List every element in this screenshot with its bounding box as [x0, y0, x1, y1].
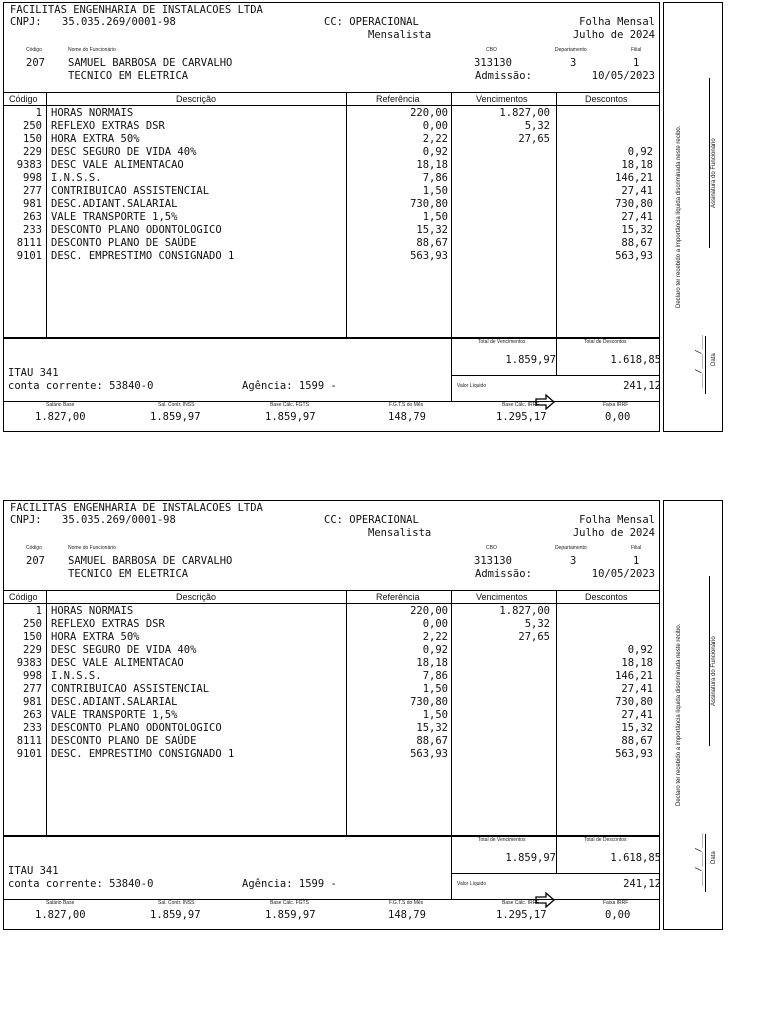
signature-label: Assinatura do Funcionário — [711, 636, 717, 706]
item-reference: 2,22 — [422, 631, 448, 643]
table-row — [0, 748, 660, 761]
item-description: DESC VALE ALIMENTACAO — [51, 159, 184, 171]
department-label: Departamento — [555, 545, 587, 551]
total-deductions: 1.618,85 — [610, 354, 661, 366]
irrf-base-label: Base Cálc. IRRF — [502, 402, 540, 408]
item-description: CONTRIBUICAO ASSISTENCIAL — [51, 185, 210, 197]
item-description: DESC SEGURO DE VIDA 40% — [51, 146, 197, 158]
item-reference: 1,50 — [422, 709, 448, 721]
item-deductions: 563,93 — [615, 748, 653, 760]
bank-agency: Agência: 1599 - — [242, 380, 337, 392]
item-reference: 1,50 — [422, 185, 448, 197]
employee-role: TECNICO EM ELETRICA — [68, 70, 189, 82]
signature-label: Assinatura do Funcionário — [711, 138, 717, 208]
item-code: 998 — [23, 670, 42, 682]
employee-code: 207 — [26, 57, 45, 69]
item-deductions: 27,41 — [621, 709, 653, 721]
item-code: 229 — [23, 644, 42, 656]
company-name: FACILITAS ENGENHARIA DE INSTALACOES LTDA — [10, 502, 263, 514]
inss-contrib-label: Sal. Contr. INSS — [158, 900, 195, 906]
irrf-bracket: 0,00 — [605, 909, 631, 921]
employee-branch: 1 — [633, 57, 640, 69]
period: Julho de 2024 — [572, 29, 655, 41]
item-reference: 1,50 — [422, 683, 448, 695]
inss-contrib-label: Sal. Contr. INSS — [158, 402, 195, 408]
item-description: HORA EXTRA 50% — [51, 133, 140, 145]
fgts-base: 1.859,97 — [265, 411, 316, 423]
irrf-bracket-label: Faixa IRRF — [603, 900, 629, 906]
item-deductions: 730,80 — [615, 198, 653, 210]
item-code: 233 — [23, 722, 42, 734]
item-deductions: 730,80 — [615, 696, 653, 708]
table-row — [0, 172, 660, 185]
fgts-month-label: F.G.T.S do Mês — [389, 900, 424, 906]
arrow-right-icon — [510, 376, 532, 392]
item-earnings: 1.827,00 — [499, 605, 550, 617]
item-reference: 563,93 — [410, 250, 448, 262]
item-code: 1 — [35, 107, 42, 119]
payment-type: Mensalista — [368, 29, 432, 41]
item-deductions: 27,41 — [621, 211, 653, 223]
admission-date: 10/05/2023 — [591, 70, 655, 82]
totals-col-divider — [556, 338, 557, 375]
item-earnings: 5,32 — [524, 618, 550, 630]
fgts-base-label: Base Cálc. FGTS — [270, 900, 309, 906]
item-description: HORAS NORMAIS — [51, 605, 134, 617]
net-value: 241,12 — [623, 380, 661, 392]
employee-code: 207 — [26, 555, 45, 567]
totals-divider — [3, 338, 660, 339]
item-reference: 2,22 — [422, 133, 448, 145]
footer-divider — [3, 899, 660, 900]
admission-date: 10/05/2023 — [591, 568, 655, 580]
item-deductions: 88,67 — [621, 237, 653, 249]
irrf-bracket-label: Faixa IRRF — [603, 402, 629, 408]
employee-role: TECNICO EM ELETRICA — [68, 568, 189, 580]
item-deductions: 0,92 — [627, 644, 653, 656]
cbo-label: CBO — [486, 545, 497, 551]
item-code: 9383 — [16, 159, 42, 171]
item-code: 229 — [23, 146, 42, 158]
item-description: DESC. EMPRESTIMO CONSIGNADO 1 — [51, 748, 235, 760]
base-salary-label: Salário Base — [46, 402, 75, 408]
table-header-divider — [3, 105, 660, 106]
base-salary: 1.827,00 — [35, 909, 86, 921]
item-reference: 220,00 — [410, 107, 448, 119]
table-row — [0, 631, 660, 644]
item-description: VALE TRANSPORTE 1,5% — [51, 211, 178, 223]
bank-account: conta corrente: 53840-0 — [8, 878, 154, 890]
sheet-type: Folha Mensal — [579, 514, 655, 526]
signature-line — [709, 78, 710, 248]
item-code: 981 — [23, 198, 42, 210]
cbo-label: CBO — [486, 47, 497, 53]
item-description: HORA EXTRA 50% — [51, 631, 140, 643]
irrf-base-label: Base Cálc. IRRF — [502, 900, 540, 906]
col-header-reference: Referência — [376, 592, 420, 602]
item-earnings: 27,65 — [518, 631, 550, 643]
fgts-month: 148,79 — [388, 411, 426, 423]
cnpj-value: 35.035.269/0001-98 — [62, 514, 176, 526]
item-description: DESCONTO PLANO ODONTOLOGICO — [51, 722, 222, 734]
employee-name: SAMUEL BARBOSA DE CARVALHO — [68, 57, 233, 69]
item-reference: 88,67 — [416, 735, 448, 747]
item-reference: 15,32 — [416, 224, 448, 236]
table-row — [0, 185, 660, 198]
table-row — [0, 159, 660, 172]
net-value: 241,12 — [623, 878, 661, 890]
cnpj-label: CNPJ: — [10, 16, 42, 28]
item-code: 263 — [23, 709, 42, 721]
item-reference: 88,67 — [416, 237, 448, 249]
item-reference: 15,32 — [416, 722, 448, 734]
item-deductions: 146,21 — [615, 670, 653, 682]
item-code: 9101 — [16, 250, 42, 262]
item-code: 277 — [23, 683, 42, 695]
net-value-label: Valor Líquido — [457, 383, 487, 389]
item-reference: 18,18 — [416, 657, 448, 669]
totals-col-divider — [556, 836, 557, 873]
fgts-month: 148,79 — [388, 909, 426, 921]
item-deductions: 88,67 — [621, 735, 653, 747]
receipt-declaration: Declaro ter recebido a importância líquida discriminada neste recibo. — [676, 125, 682, 308]
table-row — [0, 618, 660, 631]
item-deductions: 146,21 — [615, 172, 653, 184]
item-code: 1 — [35, 605, 42, 617]
bank-agency: Agência: 1599 - — [242, 878, 337, 890]
item-description: DESCONTO PLANO ODONTOLOGICO — [51, 224, 222, 236]
item-deductions: 18,18 — [621, 159, 653, 171]
employee-department: 3 — [570, 57, 577, 69]
item-description: DESC.ADIANT.SALARIAL — [51, 696, 178, 708]
net-divider — [451, 873, 660, 874]
table-row — [0, 722, 660, 735]
sheet-type: Folha Mensal — [579, 16, 655, 28]
table-row — [0, 683, 660, 696]
base-salary: 1.827,00 — [35, 411, 86, 423]
payment-type: Mensalista — [368, 527, 432, 539]
footer-divider — [3, 401, 660, 402]
code-label: Código — [26, 545, 42, 551]
date-line — [705, 834, 706, 892]
item-deductions: 563,93 — [615, 250, 653, 262]
net-divider — [451, 375, 660, 376]
col-header-description: Descrição — [176, 592, 217, 602]
item-description: REFLEXO EXTRAS DSR — [51, 120, 165, 132]
department-label: Departamento — [555, 47, 587, 53]
item-description: I.N.S.S. — [51, 172, 102, 184]
employee-cbo: 313130 — [474, 555, 512, 567]
item-deductions: 27,41 — [621, 683, 653, 695]
item-reference: 1,50 — [422, 211, 448, 223]
item-deductions: 18,18 — [621, 657, 653, 669]
employee-department: 3 — [570, 555, 577, 567]
item-reference: 0,00 — [422, 618, 448, 630]
code-label: Código — [26, 47, 42, 53]
net-value-label: Valor Líquido — [457, 881, 487, 887]
total-deductions: 1.618,85 — [610, 852, 661, 864]
irrf-base: 1.295,17 — [496, 909, 547, 921]
item-code: 9101 — [16, 748, 42, 760]
company-name: FACILITAS ENGENHARIA DE INSTALACOES LTDA — [10, 4, 263, 16]
fgts-month-label: F.G.T.S do Mês — [389, 402, 424, 408]
table-row — [0, 709, 660, 722]
table-row — [0, 696, 660, 709]
item-description: I.N.S.S. — [51, 670, 102, 682]
item-reference: 563,93 — [410, 748, 448, 760]
date-label: Data — [711, 851, 717, 864]
bank-account: conta corrente: 53840-0 — [8, 380, 154, 392]
payslip — [0, 498, 768, 930]
item-reference: 730,80 — [410, 198, 448, 210]
item-code: 250 — [23, 120, 42, 132]
total-earnings: 1.859,97 — [505, 852, 556, 864]
employee-cbo: 313130 — [474, 57, 512, 69]
admission-label: Admissão: — [475, 568, 532, 580]
table-row — [0, 670, 660, 683]
item-reference: 0,92 — [422, 146, 448, 158]
totals-divider — [3, 836, 660, 837]
total-earnings: 1.859,97 — [505, 354, 556, 366]
item-deductions: 0,92 — [627, 146, 653, 158]
item-code: 150 — [23, 631, 42, 643]
items-rows — [0, 107, 660, 263]
total-deductions-label: Total de Descontos — [584, 339, 627, 345]
col-header-code: Código — [9, 94, 38, 104]
cost-center: CC: OPERACIONAL — [324, 514, 419, 526]
irrf-base: 1.295,17 — [496, 411, 547, 423]
employee-branch: 1 — [633, 555, 640, 567]
total-deductions-label: Total de Descontos — [584, 837, 627, 843]
col-header-deductions: Descontos — [585, 94, 628, 104]
date-blank: ___/___/___ — [694, 335, 703, 388]
item-code: 263 — [23, 211, 42, 223]
item-description: DESC VALE ALIMENTACAO — [51, 657, 184, 669]
item-description: VALE TRANSPORTE 1,5% — [51, 709, 178, 721]
date-line — [705, 336, 706, 394]
item-description: HORAS NORMAIS — [51, 107, 134, 119]
col-header-reference: Referência — [376, 94, 420, 104]
signature-box — [663, 500, 723, 930]
item-code: 981 — [23, 696, 42, 708]
admission-label: Admissão: — [475, 70, 532, 82]
table-row — [0, 107, 660, 120]
employee-name-label: Nome do Funcionário — [68, 545, 116, 551]
item-description: REFLEXO EXTRAS DSR — [51, 618, 165, 630]
col-header-code: Código — [9, 592, 38, 602]
item-code: 9383 — [16, 657, 42, 669]
item-code: 8111 — [16, 735, 42, 747]
table-row — [0, 198, 660, 211]
signature-box — [663, 2, 723, 432]
date-blank: ___/___/___ — [694, 833, 703, 886]
table-row — [0, 211, 660, 224]
item-deductions: 15,32 — [621, 224, 653, 236]
col-header-deductions: Descontos — [585, 592, 628, 602]
total-earnings-label: Total de Vencimentos — [478, 837, 526, 843]
item-description: DESC SEGURO DE VIDA 40% — [51, 644, 197, 656]
bank-name: ITAU 341 — [8, 367, 59, 379]
fgts-base: 1.859,97 — [265, 909, 316, 921]
col-header-earnings: Vencimentos — [476, 94, 528, 104]
arrow-right-icon — [510, 874, 532, 890]
period: Julho de 2024 — [572, 527, 655, 539]
table-row — [0, 224, 660, 237]
table-row — [0, 735, 660, 748]
branch-label: Filial — [631, 47, 642, 53]
cnpj-label: CNPJ: — [10, 514, 42, 526]
table-row — [0, 250, 660, 263]
payslip — [0, 0, 768, 432]
cost-center: CC: OPERACIONAL — [324, 16, 419, 28]
item-reference: 18,18 — [416, 159, 448, 171]
item-deductions: 15,32 — [621, 722, 653, 734]
table-row — [0, 120, 660, 133]
employee-name: SAMUEL BARBOSA DE CARVALHO — [68, 555, 233, 567]
item-description: DESC.ADIANT.SALARIAL — [51, 198, 178, 210]
item-reference: 7,86 — [422, 172, 448, 184]
table-row — [0, 657, 660, 670]
receipt-declaration: Declaro ter recebido a importância líquida discriminada neste recibo. — [676, 623, 682, 806]
irrf-bracket: 0,00 — [605, 411, 631, 423]
col-header-earnings: Vencimentos — [476, 592, 528, 602]
items-rows — [0, 605, 660, 761]
item-reference: 0,00 — [422, 120, 448, 132]
item-description: DESCONTO PLANO DE SAÚDE — [51, 237, 197, 249]
branch-label: Filial — [631, 545, 642, 551]
base-salary-label: Salário Base — [46, 900, 75, 906]
signature-line — [709, 576, 710, 746]
item-earnings: 27,65 — [518, 133, 550, 145]
total-earnings-label: Total de Vencimentos — [478, 339, 526, 345]
item-code: 233 — [23, 224, 42, 236]
employee-name-label: Nome do Funcionário — [68, 47, 116, 53]
table-row — [0, 146, 660, 159]
item-reference: 730,80 — [410, 696, 448, 708]
item-reference: 220,00 — [410, 605, 448, 617]
fgts-base-label: Base Cálc. FGTS — [270, 402, 309, 408]
table-row — [0, 237, 660, 250]
item-deductions: 27,41 — [621, 185, 653, 197]
item-earnings: 1.827,00 — [499, 107, 550, 119]
item-code: 277 — [23, 185, 42, 197]
item-code: 998 — [23, 172, 42, 184]
cnpj-value: 35.035.269/0001-98 — [62, 16, 176, 28]
item-description: CONTRIBUICAO ASSISTENCIAL — [51, 683, 210, 695]
col-header-description: Descrição — [176, 94, 217, 104]
inss-contrib: 1.859,97 — [150, 411, 201, 423]
item-earnings: 5,32 — [524, 120, 550, 132]
item-description: DESCONTO PLANO DE SAÚDE — [51, 735, 197, 747]
item-reference: 7,86 — [422, 670, 448, 682]
table-row — [0, 133, 660, 146]
item-code: 150 — [23, 133, 42, 145]
table-row — [0, 644, 660, 657]
item-code: 250 — [23, 618, 42, 630]
table-header-divider — [3, 603, 660, 604]
item-code: 8111 — [16, 237, 42, 249]
date-label: Data — [711, 353, 717, 366]
item-reference: 0,92 — [422, 644, 448, 656]
inss-contrib: 1.859,97 — [150, 909, 201, 921]
bank-name: ITAU 341 — [8, 865, 59, 877]
table-row — [0, 605, 660, 618]
item-description: DESC. EMPRESTIMO CONSIGNADO 1 — [51, 250, 235, 262]
